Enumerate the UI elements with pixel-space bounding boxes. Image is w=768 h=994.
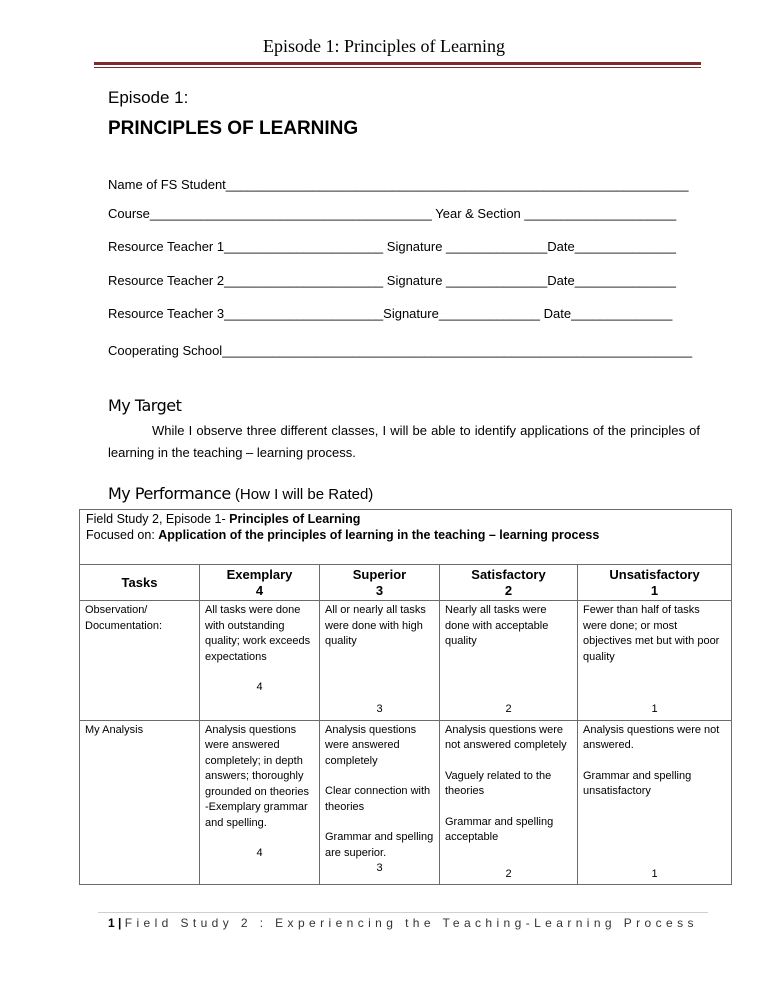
table-row [80,720,732,885]
my-target-heading: My Target [108,396,182,415]
row2-exemplary-grammar: -Exemplary grammar and spelling. [205,801,308,829]
superior-score: 3 [375,582,384,598]
tasks-header: Tasks [80,565,200,601]
footer-separator: | [114,916,125,930]
satisfactory-header [440,565,578,601]
row2-satisfactory [440,720,578,885]
row2-exemplary-score: 4 [256,847,263,859]
performance-subtitle: (How I will be Rated) [230,486,374,503]
row1-satisfactory-text: Nearly all tasks were done with acceptable quality [445,604,549,647]
rubric-caption [80,510,732,565]
course-field[interactable]: Course_______________________________________ Year & Section _____________________ [108,206,677,221]
superior-header [320,565,440,601]
row1-exemplary-score: 4 [256,681,263,693]
satisfactory-score: 2 [504,582,513,598]
row2-superior-grammar: Grammar and spelling are superior. [325,831,434,859]
row1-superior-score: 3 [376,702,383,715]
caption-bold: Principles of Learning [229,512,361,526]
row2-satisfactory-grammar: Grammar and spelling acceptable [445,815,554,843]
exemplary-header [200,565,320,601]
page-number: 1 [108,916,115,930]
row1-unsatisfactory [578,601,732,721]
row1-unsatisfactory-text: Fewer than half of tasks were done; or most objectives met but with poor quality [583,604,720,663]
row2-superior-score: 3 [376,862,383,874]
row2-exemplary-text: Analysis questions were answered completely; in depth answers; thoroughly grounded on theories [205,723,309,798]
row2-task: My Analysis [80,720,200,885]
footer-divider [98,912,708,913]
caption-prefix: Field Study 2, Episode 1- [86,512,230,526]
unsatisfactory-header [578,565,732,601]
row2-superior-text: Analysis questions were answered completely [325,723,417,767]
row2-unsatisfactory [578,720,732,885]
satisfactory-label: Satisfactory [471,567,546,582]
performance-title: My Performance [108,484,231,503]
row1-exemplary [200,601,320,721]
focus-bold: Application of the principles of learning in the teaching – learning process [158,527,600,542]
target-paragraph [108,420,700,464]
unsatisfactory-score: 1 [650,582,659,598]
resource-teacher-1-field[interactable]: Resource Teacher 1______________________ Signature ______________Date______________ [108,239,676,254]
target-text: While I observe three different classes, I will be able to identify applications of the principles of learning in the teaching – learning process. [108,423,700,460]
row2-satisfactory-text: Analysis questions were not answered completely [445,723,567,751]
row1-satisfactory-score: 2 [505,702,512,715]
exemplary-score: 4 [255,582,264,598]
row2-unsatisfactory-score: 1 [651,867,658,880]
row1-superior [320,601,440,721]
row2-superior [320,720,440,885]
cooperating-school-field[interactable]: Cooperating School_________________________________________________________________ [108,343,693,358]
row1-superior-text: All or nearly all tasks were done with high quality [325,604,426,647]
row2-unsatisfactory-grammar: Grammar and spelling unsatisfactory [583,769,692,797]
exemplary-label: Exemplary [226,567,293,582]
episode-label: Episode 1: [108,88,189,107]
rubric-header-row [80,565,732,601]
rubric-table [79,509,732,885]
row2-unsatisfactory-text: Analysis questions were not answered. [583,723,720,751]
row2-exemplary [200,720,320,885]
row1-task: Observation/ Documentation: [80,601,200,721]
unsatisfactory-label: Unsatisfactory [609,567,700,582]
row1-satisfactory [440,601,578,721]
row2-superior-theory: Clear connection with theories [325,785,431,813]
row1-unsatisfactory-score: 1 [651,703,658,715]
table-row [80,601,732,721]
rubric-caption-row [80,510,732,565]
row2-satisfactory-score: 2 [505,867,512,880]
resource-teacher-3-field[interactable]: Resource Teacher 3______________________Signature______________ Date______________ [108,306,673,321]
fs-student-field[interactable]: Name of FS Student________________________________________________________________ [108,177,689,192]
footer-text: Field Study 2 : Experiencing the Teaching-Learning Process [124,916,698,930]
row2-satisfactory-theory: Vaguely related to the theories [445,769,552,797]
my-performance-heading [108,484,373,503]
page-title: PRINCIPLES OF LEARNING [108,118,359,139]
resource-teacher-2-field[interactable]: Resource Teacher 2______________________ Signature ______________Date______________ [108,273,676,288]
running-header: Episode 1: Principles of Learning [263,36,505,56]
superior-label: Superior [352,567,407,582]
header-rule-thin [94,67,701,68]
row1-exemplary-text: All tasks were done with outstanding quality; work exceeds expectations [205,604,311,663]
focus-prefix: Focused on: [86,527,159,542]
page-footer [108,916,698,930]
header-rule-thick [94,62,701,65]
